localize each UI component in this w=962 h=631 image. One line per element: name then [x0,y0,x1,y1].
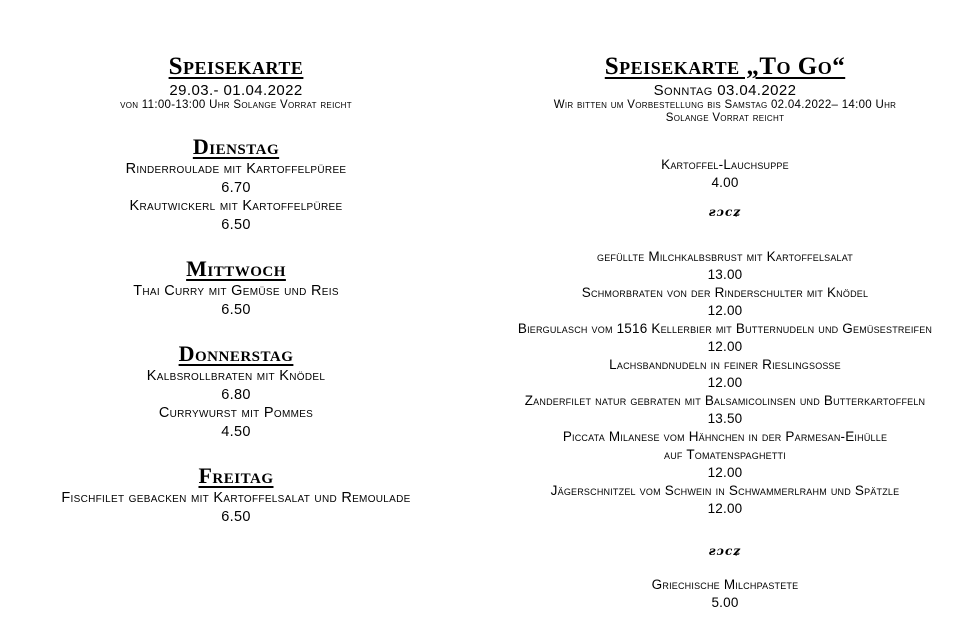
starter-section [492,156,958,192]
day-heading-freitag: Freitag [198,463,274,488]
dish-name: Schmorbraten von der Rinderschulter mit Knödel [581,285,869,300]
dish-name: Kalbsrollbraten mit Knödel [146,368,326,384]
section-divider-ornament: ƨɔcʑ [708,544,742,558]
day-heading-mittwoch: Mittwoch [186,256,286,281]
section-divider-ornament: ƨɔcʑ [708,205,742,219]
day-heading-donnerstag: Donnerstag [178,341,294,366]
dish-price: 13.50 [707,411,743,426]
togo-preorder-note: Wir bitten um Vorbestellung bis Samstag 02.04.2022– 14:00 Uhr [553,99,897,111]
dish-name: Biergulasch vom 1516 Kellerbier mit Butternudeln und Gemüsestreifen [517,321,933,336]
dish-price: 5.00 [711,595,739,610]
dish-price: 6.50 [221,216,251,233]
dish-name: Fischfilet gebacken mit Kartoffelsalat und Remoulade [61,490,411,506]
dish-price: 12.00 [707,339,743,354]
dish-price: 12.00 [707,501,743,516]
dish-name: Griechische Milchpastete [651,577,799,592]
dish-price: 6.70 [221,179,251,196]
dish-name: Zanderfilet natur gebraten mit Balsamicolinsen und Butterkartoffeln [524,393,926,408]
togo-menu-date: Sonntag 03.04.2022 [653,82,797,99]
dish-name: Kartoffel-Lauchsuppe [661,157,789,172]
dish-price: 12.00 [707,375,743,390]
dish-name: Jägerschnitzel vom Schwein in Schwammerlrahm und Spätzle [550,483,900,498]
dish-name: Lachsbandnudeln in feiner Rieslingsoße [609,357,841,372]
dessert-section [492,576,958,612]
dish-name: Currywurst mit Pommes [158,405,314,421]
dish-price: 13.00 [707,267,743,282]
weekly-menu-title: Speisekarte [168,53,304,80]
dish-price: 12.00 [707,465,743,480]
togo-menu-title: Speisekarte „To Go“ [604,53,846,80]
dish-price: 4.00 [711,175,739,190]
weekly-menu-note: von 11:00-13:00 Uhr Solange Vorrat reicht [120,99,352,111]
dish-price: 4.50 [221,423,251,440]
togo-menu-column [492,0,958,631]
dish-price: 6.80 [221,386,251,403]
dish-name: Rinderroulade mit Kartoffelpüree [125,161,347,177]
dish-name: Thai Curry mit Gemüse und Reis [133,283,339,299]
togo-availability-note: Solange Vorrat reicht [665,112,785,124]
dish-price: 6.50 [221,508,251,525]
dish-name: Piccata Milanese vom Hähnchen in der Parmesan-Eihülle [562,429,888,444]
dish-price: 12.00 [707,303,743,318]
day-heading-dienstag: Dienstag [192,134,280,159]
dish-price: 6.50 [221,301,251,318]
mains-section [492,248,958,518]
dish-name-line2: auf Tomatenspaghetti [664,447,786,462]
dish-name: gefüllte Milchkalbsbrust mit Kartoffelsalat [597,249,853,264]
dish-name: Krautwickerl mit Kartoffelpüree [129,198,343,214]
weekly-menu-column [10,0,462,631]
weekly-menu-date-range: 29.03.- 01.04.2022 [169,82,303,99]
